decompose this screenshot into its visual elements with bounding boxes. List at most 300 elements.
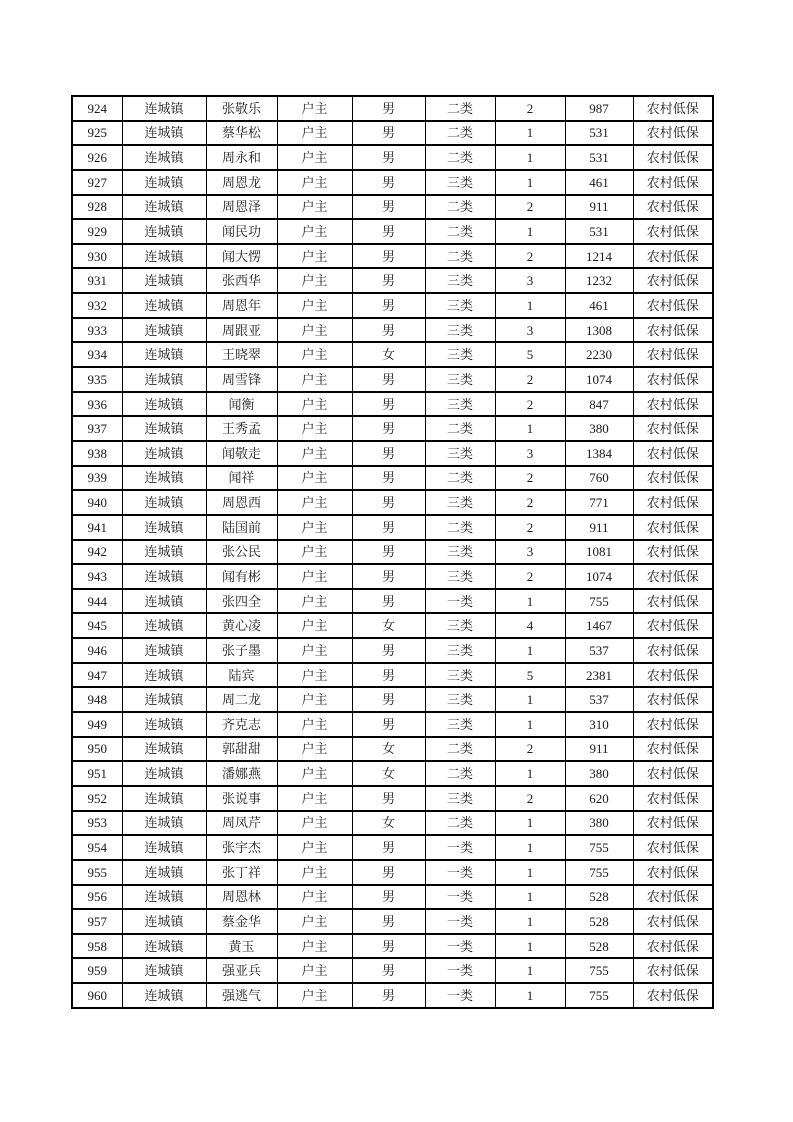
amount-cell: 755 — [565, 835, 633, 860]
benefit-type-cell: 农村低保 — [633, 121, 713, 146]
gender-cell: 男 — [352, 589, 425, 614]
category-cell: 二类 — [425, 811, 495, 836]
category-cell: 三类 — [425, 786, 495, 811]
gender-cell: 女 — [352, 342, 425, 367]
benefit-type-cell: 农村低保 — [633, 613, 713, 638]
amount-cell: 911 — [565, 737, 633, 762]
relation-to-head-cell: 户主 — [277, 268, 352, 293]
serial-number-cell: 943 — [72, 564, 122, 589]
relation-to-head-cell: 户主 — [277, 737, 352, 762]
amount-cell: 528 — [565, 885, 633, 910]
table-row — [72, 712, 713, 737]
gender-cell: 男 — [352, 268, 425, 293]
benefit-type-cell: 农村低保 — [633, 934, 713, 959]
table-row — [72, 613, 713, 638]
category-cell: 一类 — [425, 909, 495, 934]
serial-number-cell: 942 — [72, 540, 122, 565]
category-cell: 二类 — [425, 121, 495, 146]
name-cell: 周恩年 — [206, 293, 277, 318]
gender-cell: 男 — [352, 564, 425, 589]
relation-to-head-cell: 户主 — [277, 687, 352, 712]
gender-cell: 女 — [352, 737, 425, 762]
category-cell: 三类 — [425, 342, 495, 367]
town-cell: 连城镇 — [122, 367, 206, 392]
name-cell: 张说事 — [206, 786, 277, 811]
town-cell: 连城镇 — [122, 958, 206, 983]
benefit-type-cell: 农村低保 — [633, 219, 713, 244]
table-row — [72, 983, 713, 1008]
gender-cell: 男 — [352, 367, 425, 392]
serial-number-cell: 938 — [72, 441, 122, 466]
gender-cell: 男 — [352, 835, 425, 860]
gender-cell: 男 — [352, 244, 425, 269]
category-cell: 一类 — [425, 589, 495, 614]
table-row — [72, 515, 713, 540]
amount-cell: 987 — [565, 96, 633, 121]
household-size-cell: 1 — [495, 145, 565, 170]
gender-cell: 男 — [352, 121, 425, 146]
table-row — [72, 958, 713, 983]
amount-cell: 528 — [565, 909, 633, 934]
household-size-cell: 2 — [495, 244, 565, 269]
table-row — [72, 367, 713, 392]
household-size-cell: 3 — [495, 441, 565, 466]
household-size-cell: 5 — [495, 342, 565, 367]
amount-cell: 1081 — [565, 540, 633, 565]
household-size-cell: 1 — [495, 712, 565, 737]
serial-number-cell: 950 — [72, 737, 122, 762]
household-size-cell: 2 — [495, 786, 565, 811]
benefit-type-cell: 农村低保 — [633, 490, 713, 515]
gender-cell: 男 — [352, 96, 425, 121]
household-size-cell: 1 — [495, 835, 565, 860]
serial-number-cell: 959 — [72, 958, 122, 983]
category-cell: 三类 — [425, 663, 495, 688]
amount-cell: 461 — [565, 170, 633, 195]
name-cell: 强亚兵 — [206, 958, 277, 983]
table-row — [72, 96, 713, 121]
gender-cell: 男 — [352, 958, 425, 983]
relation-to-head-cell: 户主 — [277, 318, 352, 343]
benefit-type-cell: 农村低保 — [633, 416, 713, 441]
serial-number-cell: 944 — [72, 589, 122, 614]
amount-cell: 755 — [565, 958, 633, 983]
town-cell: 连城镇 — [122, 293, 206, 318]
household-size-cell: 2 — [495, 367, 565, 392]
household-size-cell: 1 — [495, 885, 565, 910]
amount-cell: 537 — [565, 687, 633, 712]
table-row — [72, 540, 713, 565]
household-size-cell: 2 — [495, 466, 565, 491]
serial-number-cell: 928 — [72, 195, 122, 220]
benefit-type-cell: 农村低保 — [633, 737, 713, 762]
serial-number-cell: 937 — [72, 416, 122, 441]
benefit-type-cell: 农村低保 — [633, 244, 713, 269]
name-cell: 郭甜甜 — [206, 737, 277, 762]
benefit-type-cell: 农村低保 — [633, 441, 713, 466]
gender-cell: 男 — [352, 934, 425, 959]
relation-to-head-cell: 户主 — [277, 712, 352, 737]
household-size-cell: 1 — [495, 909, 565, 934]
benefit-type-cell: 农村低保 — [633, 342, 713, 367]
benefit-type-cell: 农村低保 — [633, 564, 713, 589]
relation-to-head-cell: 户主 — [277, 786, 352, 811]
table-row — [72, 244, 713, 269]
amount-cell: 2381 — [565, 663, 633, 688]
table-row — [72, 466, 713, 491]
town-cell: 连城镇 — [122, 441, 206, 466]
name-cell: 张公民 — [206, 540, 277, 565]
town-cell: 连城镇 — [122, 613, 206, 638]
town-cell: 连城镇 — [122, 638, 206, 663]
household-size-cell: 2 — [495, 96, 565, 121]
town-cell: 连城镇 — [122, 318, 206, 343]
serial-number-cell: 934 — [72, 342, 122, 367]
gender-cell: 男 — [352, 983, 425, 1008]
category-cell: 二类 — [425, 515, 495, 540]
name-cell: 张西华 — [206, 268, 277, 293]
table-row — [72, 416, 713, 441]
relation-to-head-cell: 户主 — [277, 564, 352, 589]
relation-to-head-cell: 户主 — [277, 466, 352, 491]
category-cell: 三类 — [425, 318, 495, 343]
benefit-type-cell: 农村低保 — [633, 466, 713, 491]
name-cell: 闻有彬 — [206, 564, 277, 589]
household-size-cell: 1 — [495, 638, 565, 663]
relation-to-head-cell: 户主 — [277, 96, 352, 121]
category-cell: 三类 — [425, 293, 495, 318]
town-cell: 连城镇 — [122, 589, 206, 614]
benefit-type-cell: 农村低保 — [633, 909, 713, 934]
table-row — [72, 564, 713, 589]
household-size-cell: 3 — [495, 268, 565, 293]
table-row — [72, 860, 713, 885]
relation-to-head-cell: 户主 — [277, 145, 352, 170]
amount-cell: 620 — [565, 786, 633, 811]
records-table-body — [72, 96, 713, 1008]
serial-number-cell: 946 — [72, 638, 122, 663]
benefit-type-cell: 农村低保 — [633, 589, 713, 614]
household-size-cell: 2 — [495, 515, 565, 540]
gender-cell: 男 — [352, 638, 425, 663]
household-size-cell: 2 — [495, 490, 565, 515]
gender-cell: 男 — [352, 687, 425, 712]
benefit-type-cell: 农村低保 — [633, 540, 713, 565]
serial-number-cell: 955 — [72, 860, 122, 885]
name-cell: 蔡华松 — [206, 121, 277, 146]
table-row — [72, 318, 713, 343]
name-cell: 周雪锋 — [206, 367, 277, 392]
name-cell: 周恩林 — [206, 885, 277, 910]
gender-cell: 男 — [352, 416, 425, 441]
gender-cell: 男 — [352, 786, 425, 811]
amount-cell: 911 — [565, 195, 633, 220]
household-size-cell: 2 — [495, 737, 565, 762]
category-cell: 二类 — [425, 244, 495, 269]
category-cell: 二类 — [425, 416, 495, 441]
town-cell: 连城镇 — [122, 170, 206, 195]
benefit-type-cell: 农村低保 — [633, 515, 713, 540]
table-row — [72, 392, 713, 417]
household-size-cell: 1 — [495, 761, 565, 786]
benefit-type-cell: 农村低保 — [633, 145, 713, 170]
amount-cell: 1384 — [565, 441, 633, 466]
amount-cell: 771 — [565, 490, 633, 515]
serial-number-cell: 931 — [72, 268, 122, 293]
name-cell: 闻敬走 — [206, 441, 277, 466]
name-cell: 闻祥 — [206, 466, 277, 491]
gender-cell: 男 — [352, 663, 425, 688]
name-cell: 黄玉 — [206, 934, 277, 959]
name-cell: 蔡金华 — [206, 909, 277, 934]
gender-cell: 男 — [352, 466, 425, 491]
benefit-type-cell: 农村低保 — [633, 885, 713, 910]
benefit-type-cell: 农村低保 — [633, 392, 713, 417]
benefit-type-cell: 农村低保 — [633, 712, 713, 737]
amount-cell: 1074 — [565, 367, 633, 392]
amount-cell: 310 — [565, 712, 633, 737]
category-cell: 二类 — [425, 761, 495, 786]
gender-cell: 女 — [352, 811, 425, 836]
amount-cell: 537 — [565, 638, 633, 663]
table-row — [72, 811, 713, 836]
name-cell: 张子墨 — [206, 638, 277, 663]
amount-cell: 1232 — [565, 268, 633, 293]
serial-number-cell: 952 — [72, 786, 122, 811]
category-cell: 二类 — [425, 96, 495, 121]
serial-number-cell: 948 — [72, 687, 122, 712]
serial-number-cell: 945 — [72, 613, 122, 638]
town-cell: 连城镇 — [122, 909, 206, 934]
amount-cell: 1467 — [565, 613, 633, 638]
name-cell: 周凤芹 — [206, 811, 277, 836]
household-size-cell: 1 — [495, 293, 565, 318]
gender-cell: 男 — [352, 490, 425, 515]
serial-number-cell: 951 — [72, 761, 122, 786]
serial-number-cell: 925 — [72, 121, 122, 146]
town-cell: 连城镇 — [122, 96, 206, 121]
gender-cell: 男 — [352, 885, 425, 910]
serial-number-cell: 935 — [72, 367, 122, 392]
benefit-type-cell: 农村低保 — [633, 958, 713, 983]
serial-number-cell: 940 — [72, 490, 122, 515]
name-cell: 周永和 — [206, 145, 277, 170]
serial-number-cell: 927 — [72, 170, 122, 195]
amount-cell: 755 — [565, 983, 633, 1008]
amount-cell: 528 — [565, 934, 633, 959]
gender-cell: 男 — [352, 293, 425, 318]
category-cell: 三类 — [425, 540, 495, 565]
household-size-cell: 1 — [495, 860, 565, 885]
name-cell: 周恩西 — [206, 490, 277, 515]
town-cell: 连城镇 — [122, 737, 206, 762]
category-cell: 一类 — [425, 983, 495, 1008]
serial-number-cell: 954 — [72, 835, 122, 860]
gender-cell: 男 — [352, 170, 425, 195]
household-size-cell: 1 — [495, 121, 565, 146]
town-cell: 连城镇 — [122, 885, 206, 910]
benefit-type-cell: 农村低保 — [633, 638, 713, 663]
serial-number-cell: 932 — [72, 293, 122, 318]
relation-to-head-cell: 户主 — [277, 638, 352, 663]
table-row — [72, 909, 713, 934]
table-row — [72, 342, 713, 367]
table-row — [72, 835, 713, 860]
town-cell: 连城镇 — [122, 342, 206, 367]
relation-to-head-cell: 户主 — [277, 244, 352, 269]
name-cell: 周恩泽 — [206, 195, 277, 220]
name-cell: 闻民功 — [206, 219, 277, 244]
household-size-cell: 2 — [495, 195, 565, 220]
benefit-type-cell: 农村低保 — [633, 293, 713, 318]
relation-to-head-cell: 户主 — [277, 860, 352, 885]
gender-cell: 男 — [352, 540, 425, 565]
serial-number-cell: 956 — [72, 885, 122, 910]
relation-to-head-cell: 户主 — [277, 219, 352, 244]
serial-number-cell: 939 — [72, 466, 122, 491]
gender-cell: 男 — [352, 195, 425, 220]
table-row — [72, 638, 713, 663]
household-size-cell: 1 — [495, 170, 565, 195]
name-cell: 张四全 — [206, 589, 277, 614]
benefit-type-cell: 农村低保 — [633, 318, 713, 343]
category-cell: 三类 — [425, 687, 495, 712]
name-cell: 王晓翠 — [206, 342, 277, 367]
relation-to-head-cell: 户主 — [277, 909, 352, 934]
relation-to-head-cell: 户主 — [277, 983, 352, 1008]
serial-number-cell: 936 — [72, 392, 122, 417]
category-cell: 三类 — [425, 564, 495, 589]
relation-to-head-cell: 户主 — [277, 958, 352, 983]
serial-number-cell: 953 — [72, 811, 122, 836]
benefit-type-cell: 农村低保 — [633, 811, 713, 836]
table-row — [72, 121, 713, 146]
name-cell: 闻衡 — [206, 392, 277, 417]
table-row — [72, 145, 713, 170]
benefit-type-cell: 农村低保 — [633, 983, 713, 1008]
amount-cell: 1074 — [565, 564, 633, 589]
name-cell: 周跟亚 — [206, 318, 277, 343]
town-cell: 连城镇 — [122, 712, 206, 737]
serial-number-cell: 958 — [72, 934, 122, 959]
table-row — [72, 268, 713, 293]
amount-cell: 2230 — [565, 342, 633, 367]
amount-cell: 380 — [565, 416, 633, 441]
name-cell: 陆国前 — [206, 515, 277, 540]
serial-number-cell: 941 — [72, 515, 122, 540]
serial-number-cell: 933 — [72, 318, 122, 343]
category-cell: 三类 — [425, 367, 495, 392]
name-cell: 陆宾 — [206, 663, 277, 688]
relation-to-head-cell: 户主 — [277, 293, 352, 318]
town-cell: 连城镇 — [122, 564, 206, 589]
gender-cell: 男 — [352, 515, 425, 540]
serial-number-cell: 926 — [72, 145, 122, 170]
household-size-cell: 4 — [495, 613, 565, 638]
table-row — [72, 195, 713, 220]
town-cell: 连城镇 — [122, 983, 206, 1008]
name-cell: 齐克志 — [206, 712, 277, 737]
relation-to-head-cell: 户主 — [277, 663, 352, 688]
serial-number-cell: 960 — [72, 983, 122, 1008]
town-cell: 连城镇 — [122, 835, 206, 860]
category-cell: 三类 — [425, 490, 495, 515]
amount-cell: 755 — [565, 860, 633, 885]
household-size-cell: 3 — [495, 540, 565, 565]
amount-cell: 380 — [565, 811, 633, 836]
town-cell: 连城镇 — [122, 392, 206, 417]
amount-cell: 760 — [565, 466, 633, 491]
household-size-cell: 2 — [495, 392, 565, 417]
name-cell: 张宇杰 — [206, 835, 277, 860]
amount-cell: 911 — [565, 515, 633, 540]
benefit-type-cell: 农村低保 — [633, 687, 713, 712]
serial-number-cell: 930 — [72, 244, 122, 269]
category-cell: 三类 — [425, 268, 495, 293]
gender-cell: 男 — [352, 392, 425, 417]
household-size-cell: 1 — [495, 983, 565, 1008]
amount-cell: 531 — [565, 219, 633, 244]
town-cell: 连城镇 — [122, 687, 206, 712]
category-cell: 二类 — [425, 737, 495, 762]
benefit-type-cell: 农村低保 — [633, 367, 713, 392]
serial-number-cell: 949 — [72, 712, 122, 737]
gender-cell: 女 — [352, 761, 425, 786]
relation-to-head-cell: 户主 — [277, 121, 352, 146]
name-cell: 潘娜燕 — [206, 761, 277, 786]
category-cell: 三类 — [425, 712, 495, 737]
town-cell: 连城镇 — [122, 934, 206, 959]
name-cell: 周恩龙 — [206, 170, 277, 195]
amount-cell: 531 — [565, 121, 633, 146]
table-row — [72, 170, 713, 195]
household-size-cell: 1 — [495, 958, 565, 983]
table-row — [72, 219, 713, 244]
relation-to-head-cell: 户主 — [277, 170, 352, 195]
benefit-type-cell: 农村低保 — [633, 860, 713, 885]
benefit-type-cell: 农村低保 — [633, 170, 713, 195]
table-row — [72, 737, 713, 762]
category-cell: 一类 — [425, 958, 495, 983]
category-cell: 三类 — [425, 638, 495, 663]
relation-to-head-cell: 户主 — [277, 811, 352, 836]
table-row — [72, 761, 713, 786]
gender-cell: 男 — [352, 219, 425, 244]
relation-to-head-cell: 户主 — [277, 761, 352, 786]
benefit-type-cell: 农村低保 — [633, 761, 713, 786]
table-row — [72, 441, 713, 466]
relation-to-head-cell: 户主 — [277, 589, 352, 614]
benefit-type-cell: 农村低保 — [633, 786, 713, 811]
relation-to-head-cell: 户主 — [277, 367, 352, 392]
gender-cell: 男 — [352, 909, 425, 934]
benefit-type-cell: 农村低保 — [633, 195, 713, 220]
town-cell: 连城镇 — [122, 761, 206, 786]
table-row — [72, 490, 713, 515]
benefit-type-cell: 农村低保 — [633, 96, 713, 121]
relation-to-head-cell: 户主 — [277, 835, 352, 860]
town-cell: 连城镇 — [122, 515, 206, 540]
relation-to-head-cell: 户主 — [277, 195, 352, 220]
household-size-cell: 1 — [495, 589, 565, 614]
table-row — [72, 589, 713, 614]
name-cell: 黄心凌 — [206, 613, 277, 638]
household-size-cell: 1 — [495, 811, 565, 836]
category-cell: 二类 — [425, 466, 495, 491]
gender-cell: 男 — [352, 860, 425, 885]
category-cell: 二类 — [425, 145, 495, 170]
household-size-cell: 1 — [495, 934, 565, 959]
